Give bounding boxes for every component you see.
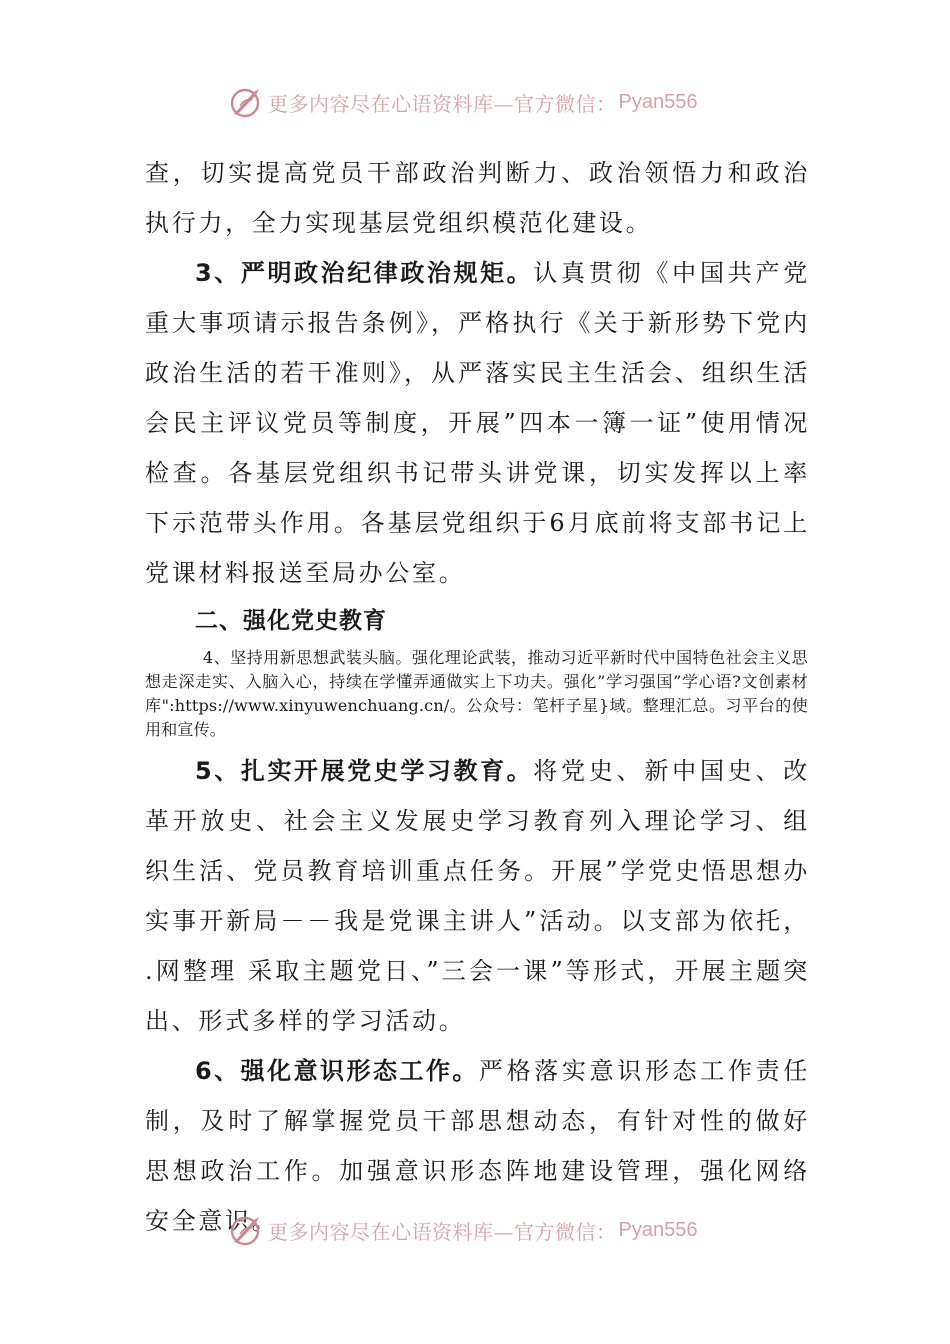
document-body bbox=[145, 148, 810, 1246]
paragraph-5-body: 将党史、新中国史、改革开放史、社会主义发展史学习教育列入理论学习、组织生活、党员教育培训重点任务。开展”学党史悟思想办实事开新局－－我是党课主讲人”活动。以支部为依托， .网整理 采取主题党日、”三会一课”等形式，开展主题突出、形式多样的学习活动。 bbox=[145, 757, 811, 1035]
paragraph-3-lead: 3、严明政治纪律政治规矩。 bbox=[195, 259, 534, 287]
watermark-text: 更多内容尽在心语资料库—官方微信： bbox=[268, 91, 617, 116]
pen-logo-icon bbox=[228, 84, 264, 120]
watermark-banner-top bbox=[228, 82, 748, 122]
paragraph-4-small: 4、坚持用新思想武装头脑。强化理论武装，推动习近平新时代中国特色社会主义思想走深走实、入脑入心，持续在学懂弄通做实上下功夫。强化”学习强国”学心语?文创素材库":https://www.xinyuwenchuang.cn/。公众号：笔杆子星}域。整理汇总。习平台的使用和宣传。 bbox=[145, 648, 808, 739]
watermark-banner-bottom bbox=[228, 1210, 748, 1250]
paragraph-continuation: 查，切实提高党员干部政治判断力、政治领悟力和政治执行力，全力实现基层党组织模范化建设。 bbox=[145, 159, 810, 237]
paragraph-6-lead: 6、强化意识形态工作。 bbox=[195, 1057, 479, 1085]
paragraph-3-body: 认真贯彻《中国共产党重大事项请示报告条例》，严格执行《关于新形势下党内政治生活的若干准则》，从严落实民主生活会、组织生活会民主评议党员等制度，开展”四本一簿一证”使用情况检查。各基层党组织书记带头讲党课，切实发挥以上率下示范带头作用。各基层党组织于6月底前将支部书记上党课材料报送至局办公室。 bbox=[145, 259, 811, 587]
paragraph-3 bbox=[145, 248, 810, 598]
watermark-wechat-id: Pyan556 bbox=[618, 1218, 698, 1241]
watermark-wechat-id: Pyan556 bbox=[618, 90, 698, 113]
paragraph-6-body: 严格落实意识形态工作责任制，及时了解掌握党员干部思想动态，有针对性的做好思想政治工作。加强意识形态阵地建设管理，强化网络安全意识。 bbox=[145, 1057, 811, 1235]
section-heading-2: 二、强化党史教育 bbox=[195, 608, 387, 634]
paragraph-5-lead: 5、扎实开展党史学习教育。 bbox=[195, 757, 534, 785]
watermark-text: 更多内容尽在心语资料库—官方微信： bbox=[268, 1219, 617, 1244]
paragraph-5 bbox=[145, 746, 810, 1046]
pen-logo-icon bbox=[228, 1212, 264, 1248]
